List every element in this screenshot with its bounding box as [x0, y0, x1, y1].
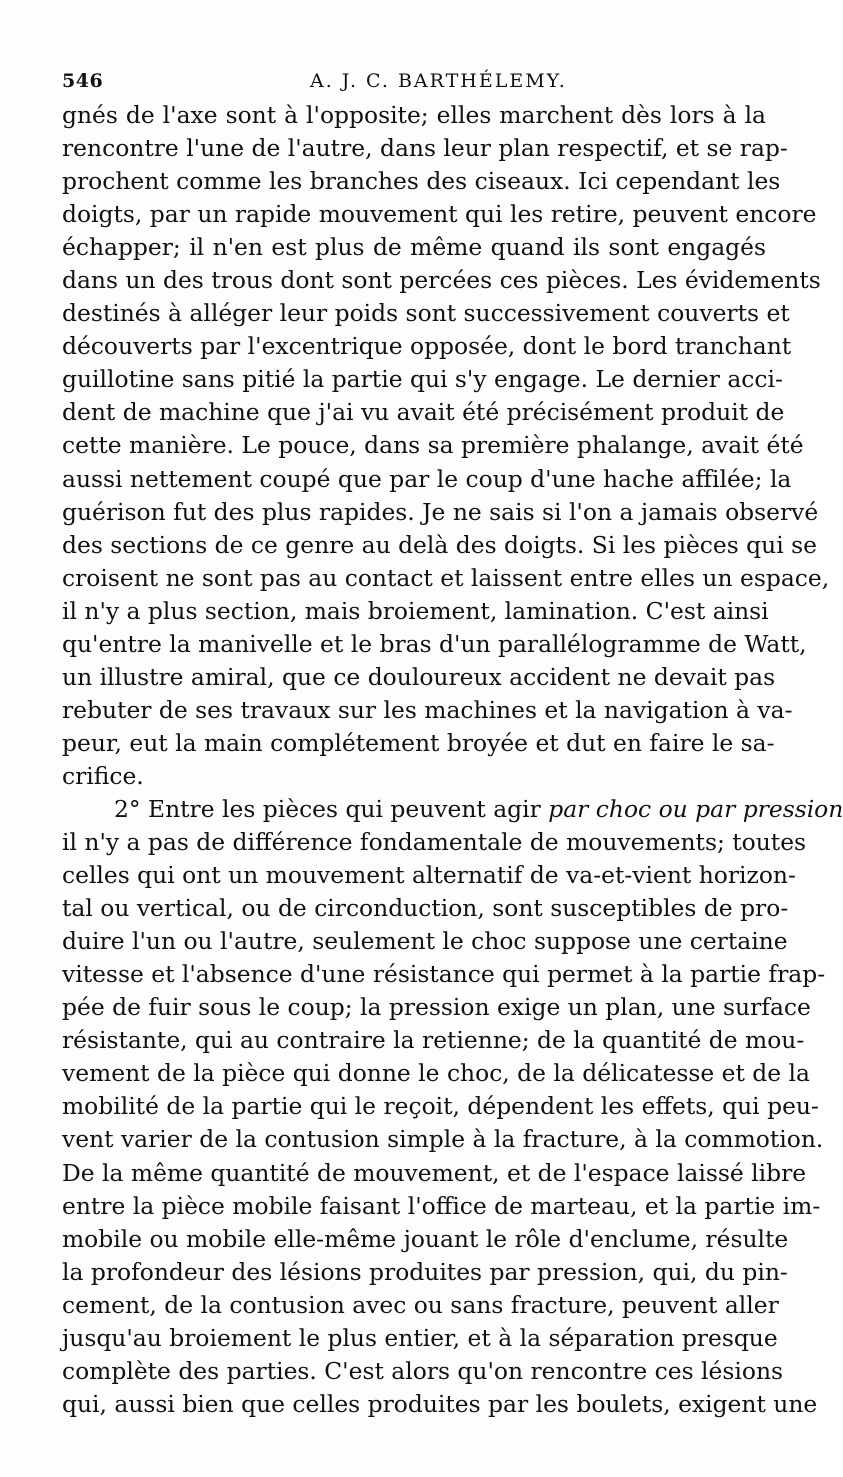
- text-line: prochent comme les branches des ciseaux. Ici cependant les: [62, 167, 781, 196]
- text-line: pée de fuir sous le coup; la pression exige un plan, une surface: [62, 993, 811, 1022]
- text-line: celles qui ont un mouvement alternatif de va-et-vient horizon-: [62, 861, 796, 890]
- body-text: [62, 99, 843, 1421]
- text-line: vitesse et l'absence d'une résistance qui permet à la partie frap-: [62, 960, 826, 989]
- text-line: mobile ou mobile elle-même jouant le rôle d'enclume, résulte: [62, 1224, 789, 1253]
- text-line: crifice.: [62, 761, 144, 790]
- running-head: [62, 70, 762, 94]
- text-line: De la même quantité de mouvement, et de l'espace laissé libre: [62, 1158, 807, 1187]
- text-line: gnés de l'axe sont à l'opposite; elles marchent dès lors à la: [62, 101, 766, 129]
- text-line: il n'y a pas de différence fondamentale de mouvements; toutes: [62, 828, 807, 857]
- text-line: vent varier de la contusion simple à la fracture, à la commotion.: [62, 1125, 824, 1154]
- text-line: un illustre amiral, que ce douloureux accident ne devait pas: [62, 662, 776, 691]
- text-line: il n'y a plus section, mais broiement, lamination. C'est ainsi: [62, 596, 769, 625]
- text-line: dans un des trous dont sont percées ces pièces. Les évidements: [62, 266, 821, 295]
- paragraph-2-italic: par choc ou par pression: [548, 794, 843, 823]
- text-line: croisent ne sont pas au contact et laissent entre elles un espace,: [62, 563, 830, 592]
- running-title: A. J. C. BARTHÉLEMY.: [310, 70, 567, 92]
- text-line: cette manière. Le pouce, dans sa première phalange, avait été: [62, 431, 804, 460]
- text-line: jusqu'au broiement le plus entier, et à la séparation presque: [62, 1323, 778, 1352]
- text-line: dent de machine que j'ai vu avait été précisément produit de: [62, 398, 785, 427]
- text-line: aussi nettement coupé que par le coup d'une hache affilée; la: [62, 464, 792, 493]
- text-line: cement, de la contusion avec ou sans fracture, peuvent aller: [62, 1290, 779, 1319]
- text-line: rebuter de ses travaux sur les machines et la navigation à va-: [62, 695, 793, 724]
- paragraph-2-lead: 2° Entre les pièces qui peuvent agir: [114, 794, 549, 823]
- text-line: échapper; il n'en est plus de même quand ils sont engagés: [62, 233, 766, 262]
- text-line: la profondeur des lésions produites par pression, qui, du pin-: [62, 1257, 788, 1286]
- text-line: tal ou vertical, ou de circonduction, sont susceptibles de pro-: [62, 894, 789, 923]
- text-line: des sections de ce genre au delà des doigts. Si les pièces qui se: [62, 530, 817, 559]
- text-line: qu'entre la manivelle et le bras d'un parallélogramme de Watt,: [62, 629, 807, 658]
- text-line: résistante, qui au contraire la retienne; de la quantité de mou-: [62, 1026, 805, 1055]
- text-line: rencontre l'une de l'autre, dans leur plan respectif, et se rap-: [62, 134, 788, 163]
- page-number: 546: [62, 70, 104, 92]
- text-line: complète des parties. C'est alors qu'on rencontre ces lésions: [62, 1356, 784, 1385]
- paragraph-1: [62, 99, 830, 793]
- text-line: peur, eut la main complétement broyée et dut en faire le sa-: [62, 728, 775, 757]
- text-line: destinés à alléger leur poids sont successivement couverts et: [62, 299, 790, 328]
- text-line: vement de la pièce qui donne le choc, de la délicatesse et de la: [62, 1059, 810, 1088]
- text-line: qui, aussi bien que celles produites par les boulets, exigent une: [62, 1389, 818, 1418]
- text-line: doigts, par un rapide mouvement qui les retire, peuvent encore: [62, 200, 817, 229]
- text-line: entre la pièce mobile faisant l'office de marteau, et la partie im-: [62, 1191, 821, 1220]
- text-line: mobilité de la partie qui le reçoit, dépendent les effets, qui peu-: [62, 1092, 819, 1121]
- text-line: guillotine sans pitié la partie qui s'y engage. Le dernier acci-: [62, 365, 783, 394]
- text-line: découverts par l'excentrique opposée, dont le bord tranchant: [62, 332, 792, 361]
- paragraph-2: [62, 793, 843, 1421]
- text-line: guérison fut des plus rapides. Je ne sais si l'on a jamais observé: [62, 497, 819, 526]
- text-line: duire l'un ou l'autre, seulement le choc suppose une certaine: [62, 927, 788, 956]
- text-line-first: [62, 793, 843, 826]
